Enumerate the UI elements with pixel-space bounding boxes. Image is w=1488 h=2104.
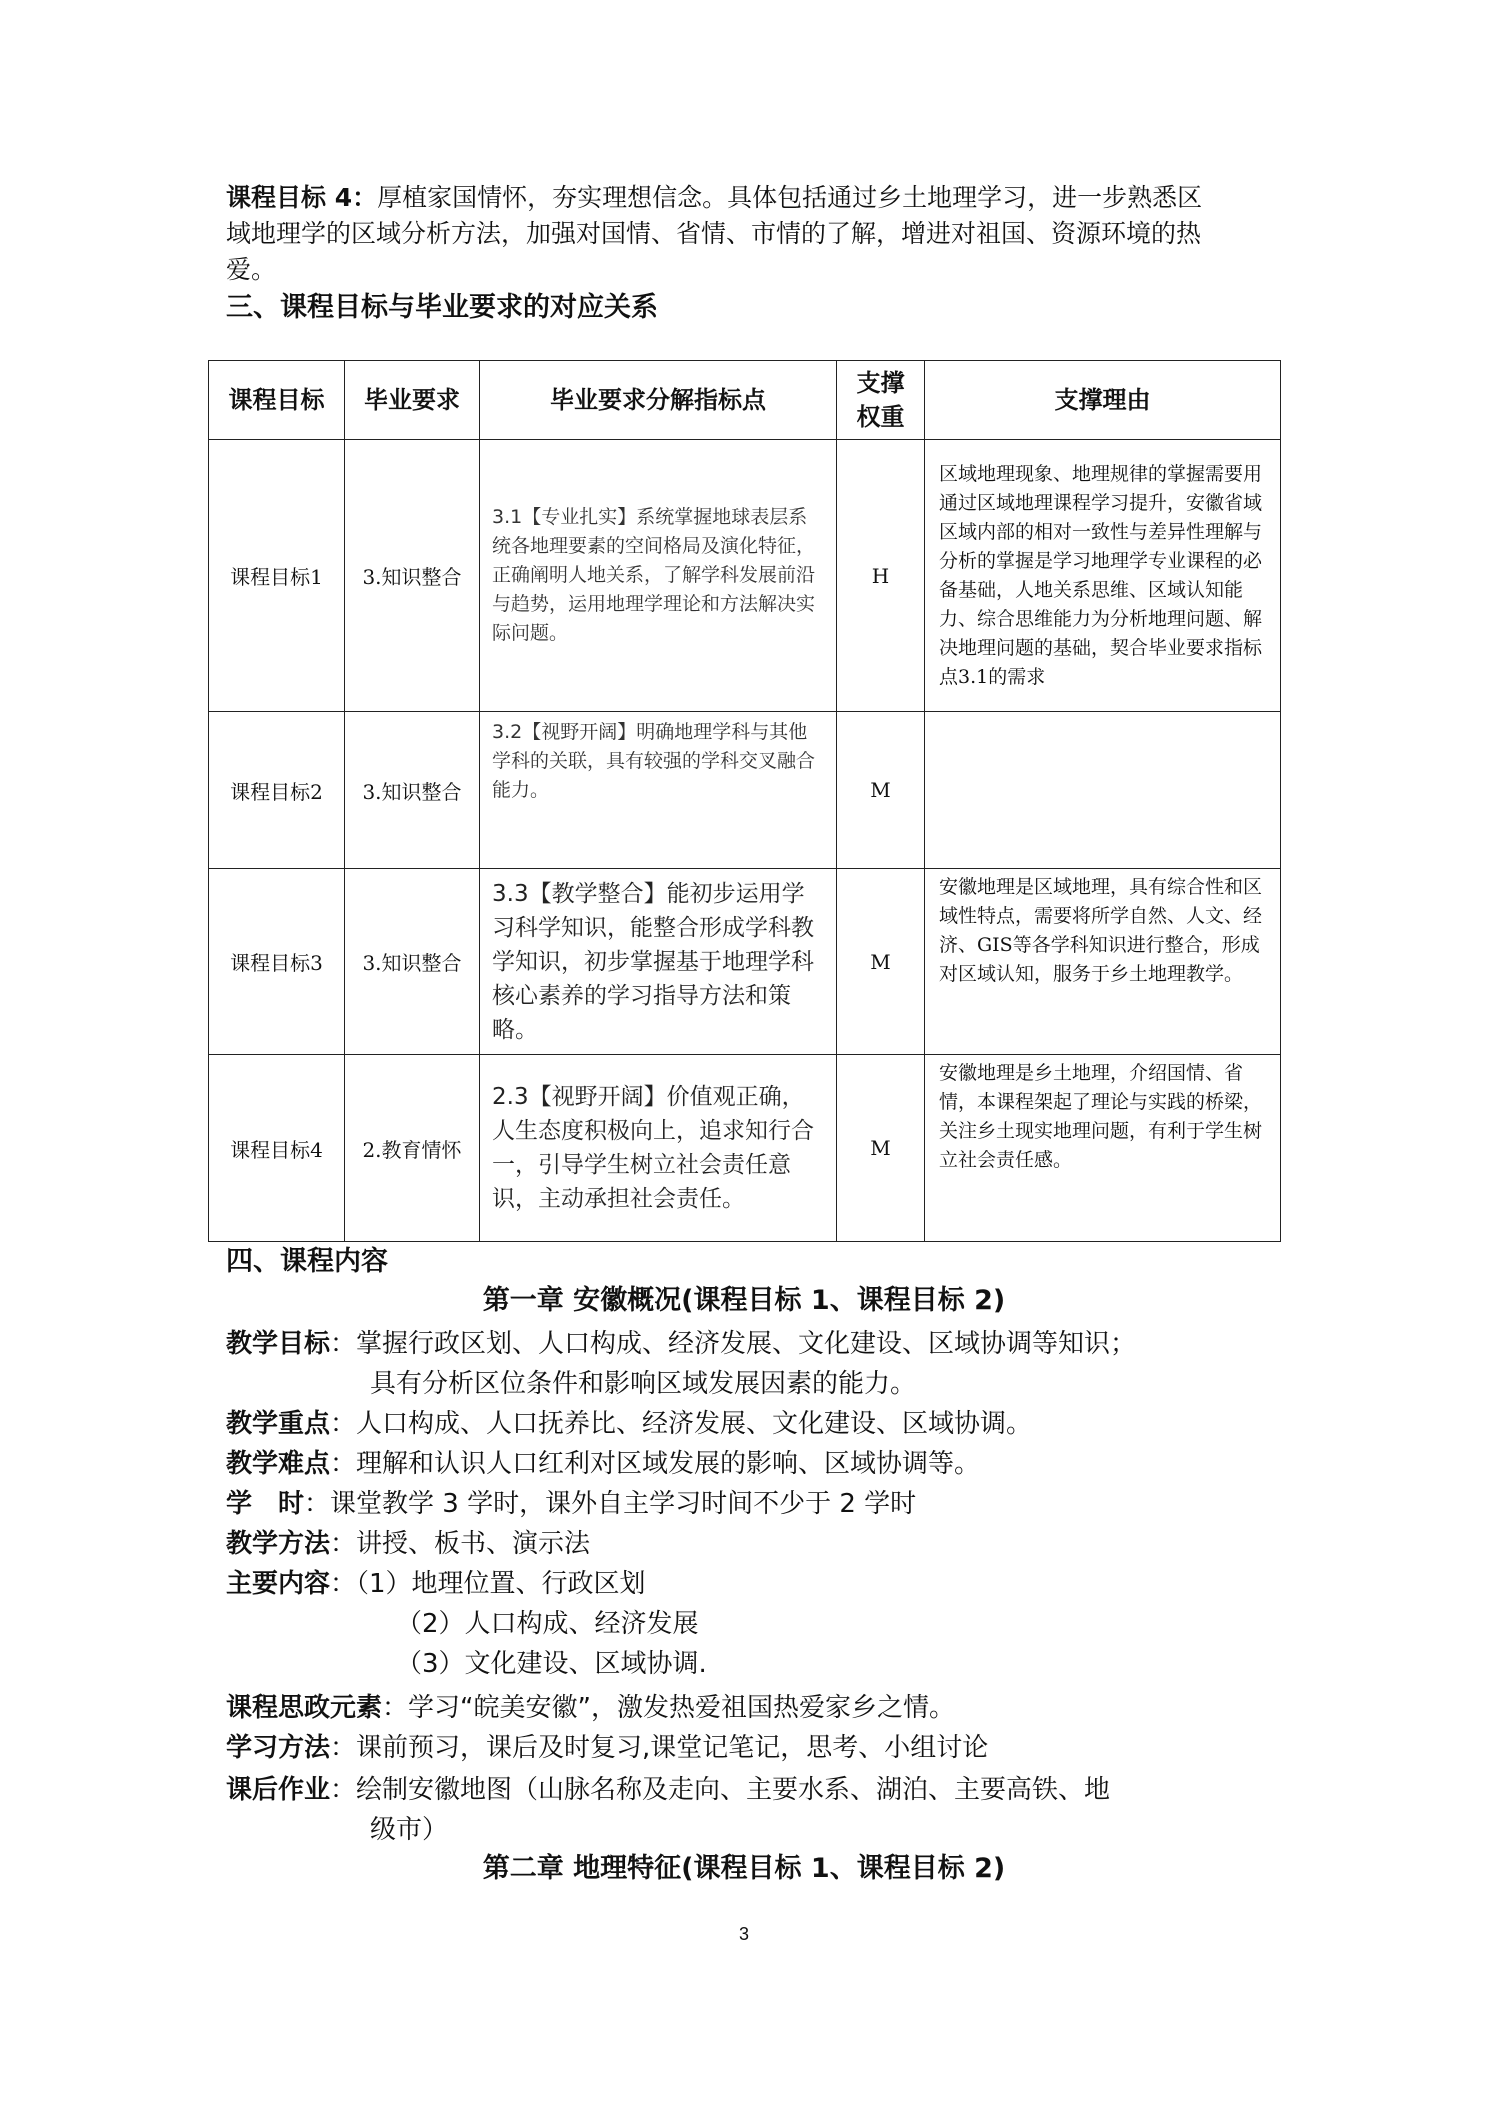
cell-goal: 课程目标4 [209, 1055, 345, 1242]
main-content-field: 主要内容：（1）地理位置、行政区划 [226, 1569, 646, 1599]
course-goal-4-line1: 课程目标 4：厚植家国情怀，夯实理想信念。具体包括通过乡土地理学习，进一步熟悉区 [226, 183, 1203, 212]
page-number: 3 [738, 1924, 749, 1944]
table-row [209, 440, 1281, 712]
section-4-title: 四、课程内容 [226, 1246, 388, 1277]
cell-req: 3.知识整合 [345, 712, 480, 869]
hours-label: 学 时 [226, 1489, 305, 1519]
goal-requirement-table [208, 360, 1281, 1242]
header-weight: 支撑 权重 [837, 361, 925, 440]
table-row [209, 712, 1281, 869]
teaching-method-field: 教学方法：讲授、板书、演示法 [226, 1529, 591, 1559]
cell-goal: 课程目标2 [209, 712, 345, 869]
key-points-label: 教学重点 [226, 1409, 331, 1439]
cell-indicator: 3.1【专业扎实】系统掌握地球表层系统各地理要素的空间格局及演化特征，正确阐明人地关系，了解学科发展前沿与趋势，运用地理学理论和方法解决实际问题。 [480, 440, 837, 712]
main-content-item-2: （2）人口构成、经济发展 [396, 1609, 699, 1639]
cell-weight: H [837, 440, 925, 712]
cell-weight: M [837, 869, 925, 1055]
homework-field: 课后作业：绘制安徽地图（山脉名称及走向、主要水系、湖泊、主要高铁、地 [226, 1775, 1111, 1805]
course-goal-4-line3: 爱。 [226, 255, 277, 284]
chapter-1-title: 第一章 安徽概况(课程目标 1、课程目标 2) [482, 1285, 1006, 1316]
course-goal-4-line2: 域地理学的区域分析方法，加强对国情、省情、市情的了解，增进对祖国、资源环境的热 [226, 219, 1202, 248]
study-method-label: 学习方法 [226, 1733, 331, 1763]
cell-goal: 课程目标3 [209, 869, 345, 1055]
hours-field: 学 时：课堂教学 3 学时，课外自主学习时间不少于 2 学时 [226, 1489, 917, 1519]
teaching-goal-line2: 具有分析区位条件和影响区域发展因素的能力。 [370, 1369, 917, 1399]
course-goal-4-label: 课程目标 4： [226, 183, 378, 212]
ideology-field: 课程思政元素：学习“皖美安徽”，激发热爱祖国热爱家乡之情。 [226, 1693, 955, 1723]
course-goal-4-paragraph [226, 180, 1286, 288]
homework-label: 课后作业 [226, 1775, 331, 1805]
cell-indicator: 3.2【视野开阔】明确地理学科与其他学科的关联，具有较强的学科交叉融合能力。 [480, 712, 837, 869]
cell-weight: M [837, 1055, 925, 1242]
header-reason: 支撑理由 [925, 361, 1281, 440]
table-header-row [209, 361, 1281, 440]
study-method-field: 学习方法：课前预习，课后及时复习,课堂记笔记，思考、小组讨论 [226, 1733, 989, 1763]
header-indicator: 毕业要求分解指标点 [480, 361, 837, 440]
cell-goal: 课程目标1 [209, 440, 345, 712]
cell-req: 3.知识整合 [345, 440, 480, 712]
cell-indicator: 2.3【视野开阔】价值观正确，人生态度积极向上，追求知行合一，引导学生树立社会责任意识，主动承担社会责任。 [480, 1055, 837, 1242]
teaching-goal-label: 教学目标 [226, 1329, 331, 1359]
header-course-goal: 课程目标 [209, 361, 345, 440]
cell-reason [925, 712, 1281, 869]
difficulty-label: 教学难点 [226, 1449, 331, 1479]
cell-req: 3.知识整合 [345, 869, 480, 1055]
ideology-label: 课程思政元素 [226, 1693, 383, 1723]
main-content-label: 主要内容 [226, 1569, 331, 1599]
table-row [209, 1055, 1281, 1242]
key-points-field: 教学重点：人口构成、人口抚养比、经济发展、文化建设、区域协调。 [226, 1409, 1033, 1439]
teaching-goal-field: 教学目标：掌握行政区划、人口构成、经济发展、文化建设、区域协调等知识； [226, 1329, 1137, 1359]
difficulty-field: 教学难点：理解和认识人口红利对区域发展的影响、区域协调等。 [226, 1449, 981, 1479]
cell-req: 2.教育情怀 [345, 1055, 480, 1242]
homework-line2: 级市） [370, 1815, 449, 1845]
section-3-title: 三、课程目标与毕业要求的对应关系 [226, 292, 658, 323]
cell-indicator: 3.3【教学整合】能初步运用学习科学知识，能整合形成学科教学知识，初步掌握基于地理学科核心素养的学习指导方法和策略。 [480, 869, 837, 1055]
main-content-item-3: （3）文化建设、区域协调. [396, 1649, 707, 1679]
table-row [209, 869, 1281, 1055]
teaching-method-label: 教学方法 [226, 1529, 331, 1559]
cell-reason: 区域地理现象、地理规律的掌握需要用通过区域地理课程学习提升，安徽省域区域内部的相对一致性与差异性理解与分析的掌握是学习地理学专业课程的必备基础，人地关系思维、区域认知能力、综合思维能力为分析地理问题、解决地理问题的基础，契合毕业要求指标点3.1的需求 [925, 440, 1281, 712]
cell-reason: 安徽地理是区域地理，具有综合性和区域性特点，需要将所学自然、人文、经济、GIS等各学科知识进行整合，形成对区域认知，服务于乡土地理教学。 [925, 869, 1281, 1055]
chapter-2-title: 第二章 地理特征(课程目标 1、课程目标 2) [482, 1853, 1006, 1884]
cell-reason: 安徽地理是乡土地理，介绍国情、省情，本课程架起了理论与实践的桥梁，关注乡土现实地理问题，有利于学生树立社会责任感。 [925, 1055, 1281, 1242]
cell-weight: M [837, 712, 925, 869]
header-graduation-req: 毕业要求 [345, 361, 480, 440]
